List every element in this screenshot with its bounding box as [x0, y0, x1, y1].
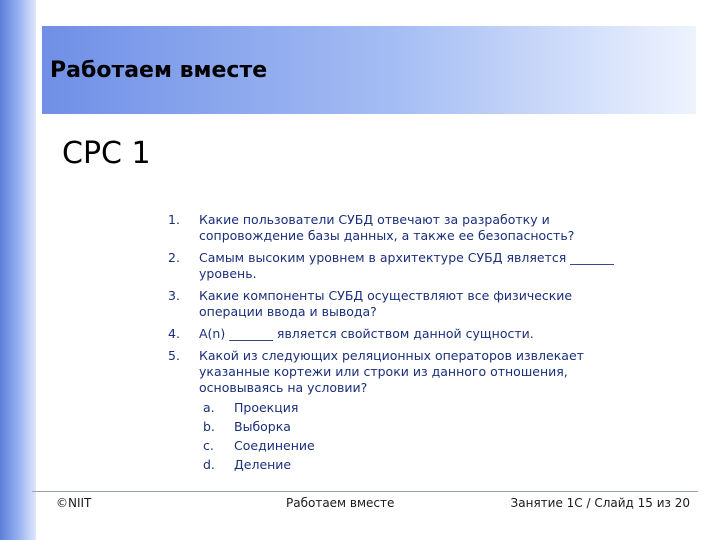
option-item-d: [199, 457, 638, 473]
answer-options: [199, 400, 638, 473]
question-number: 5.: [168, 348, 180, 363]
footer-copyright: ©NIIT: [56, 496, 92, 510]
question-text: Самым высоким уровнем в архитектуре СУБД является _______ уровень.: [199, 250, 614, 281]
option-text: Деление: [234, 457, 292, 472]
question-text: Какой из следующих реляционных операторов извлекает указанные кортежи или строки из данного отношения, основываясь на условии?: [199, 348, 584, 395]
question-number: 4.: [168, 326, 180, 341]
option-text: Проекция: [234, 400, 299, 415]
option-text: Выборка: [234, 419, 291, 434]
option-text: Соединение: [234, 438, 315, 453]
question-item-3: [168, 288, 638, 320]
question-number: 2.: [168, 250, 180, 265]
option-item-b: [199, 419, 638, 435]
option-letter: b.: [203, 419, 215, 434]
left-accent-bar: [0, 0, 36, 540]
question-text: Какие компоненты СУБД осуществляют все физические операции ввода и вывода?: [199, 288, 573, 319]
question-item-2: [168, 250, 638, 282]
question-item-1: [168, 212, 638, 244]
question-text: A(n) _______ является свойством данной сущности.: [199, 326, 534, 341]
slide-title: Работаем вместе: [50, 58, 268, 83]
option-letter: a.: [203, 400, 215, 415]
option-item-c: [199, 438, 638, 454]
question-text: Какие пользователи СУБД отвечают за разработку и сопровождение базы данных, а также ее безопасность?: [199, 212, 575, 243]
footer-divider: [32, 491, 698, 492]
question-number: 1.: [168, 212, 180, 227]
footer-slide-info: Занятие 1C / Слайд 15 из 20: [510, 496, 690, 510]
option-item-a: [199, 400, 638, 416]
slide-subtitle: СРС 1: [62, 136, 151, 171]
footer-center-text: Работаем вместе: [286, 496, 395, 510]
question-item-4: [168, 326, 638, 342]
question-list: [168, 212, 638, 479]
question-item-5: [168, 348, 638, 473]
option-letter: c.: [203, 438, 214, 453]
question-number: 3.: [168, 288, 180, 303]
option-letter: d.: [203, 457, 215, 472]
